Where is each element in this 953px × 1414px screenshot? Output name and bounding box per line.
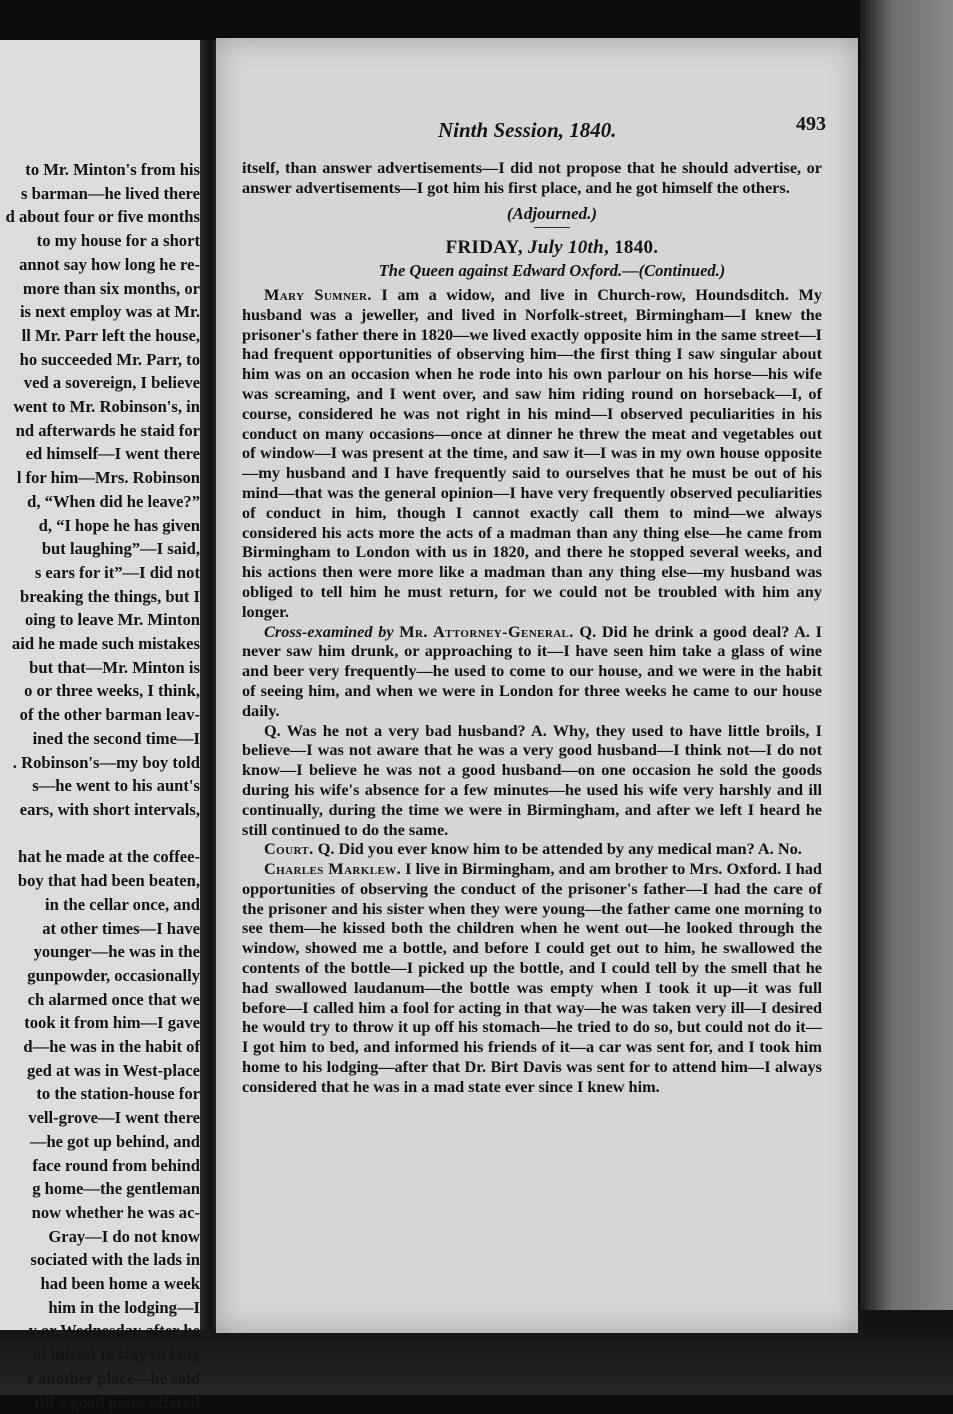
- left-page-line: to Mr. Minton's from his: [25, 160, 200, 179]
- left-page-line: but that—Mr. Minton is: [29, 657, 200, 677]
- right-page: [216, 38, 858, 1333]
- left-page-line: gunpowder, occasionally: [27, 965, 200, 985]
- left-page-line: d about four or five months: [5, 207, 200, 227]
- left-page: [0, 40, 209, 1412]
- left-page-line: d, “When did he leave?”: [27, 491, 200, 511]
- left-page-line: r another place—he said: [26, 1368, 200, 1388]
- left-page-line: at other times—I have: [42, 918, 200, 938]
- page-header: [216, 108, 826, 140]
- left-page-line: nd afterwards he staid for: [15, 420, 200, 440]
- court-label: Court.: [264, 839, 314, 859]
- left-page-line: —he got up behind, and: [29, 1131, 200, 1151]
- left-page-line: Gray—I do not know: [48, 1226, 200, 1246]
- left-page-line: o or three weeks, I think,: [24, 681, 200, 701]
- left-page-line: hat he made at the coffee-: [17, 847, 200, 867]
- left-page-line: [0, 822, 200, 846]
- examiner-name: Mr. Attorney-General.: [399, 621, 574, 641]
- witness-paragraph-sumner: [242, 285, 822, 622]
- left-page-line: s barman—he lived there: [21, 183, 200, 203]
- left-page-line: . Robinson's—my boy told: [12, 752, 200, 772]
- left-page-line: in the cellar once, and: [44, 894, 200, 914]
- left-page-line: sociated with the lads in: [30, 1250, 200, 1270]
- cross-examined-label: Cross-examined by: [264, 621, 400, 641]
- left-page-line: d, “I hope he has given: [38, 515, 200, 535]
- left-page-line: younger—he was in the: [33, 942, 200, 962]
- left-page-line: s ears for it”—I did not: [34, 562, 200, 582]
- left-page-line: breaking the things, but I: [20, 586, 200, 606]
- left-page-line: ot intend to stay so long: [32, 1345, 200, 1365]
- scan-background-right: [860, 0, 953, 1395]
- question-paragraph: Q. Was he not a very bad husband? A. Why, they used to have little broils, I believe—I was not aware that he was a very good husband—I think not—I do not know—I believe he was not a good husband—on one occasion he sold the goods during his wife's absence for a few minutes—he used his wife very harshly and ill continually, during the time we were in Birmingham, and after we left I heard he still continued to do the same.: [242, 720, 822, 839]
- left-page-line: boy that had been beaten,: [17, 871, 200, 891]
- adjourned-note: (Adjourned.): [506, 203, 598, 223]
- left-page-line: of the other barman leav-: [19, 705, 200, 725]
- witness-testimony: I live in Birmingham, and am brother to Mrs. Oxford. I had opportunities of observing the conduct of the prisoner's father—I had the care of the prisoner and his sister when they were young—the father came one morning to see them—he kissed both the children when he went out—he looked through the window, showed me a bottle, and before I could get out to him, he swallowed the contents of the bottle—I picked up the bottle, and I could tell by the smell that he had swallowed laudanum—the bottle was empty when I took it up—it was full before—I called him a fool for acting in that way—he was taken very ill—I desired he would try to throw it up off his stomach—he tried to do so, but could not do it—I got him to bed, and informed his friends of it—a car was sent for, and I took him home to his lodging—after that Dr. Birt Davis was sent for to attend him—I always considered that he was in a mad state ever since I knew him.: [242, 859, 822, 1096]
- date-heading-day: FRIDAY,: [445, 237, 528, 259]
- page-number: 493: [796, 113, 826, 135]
- cross-examination-text: Q. Did he drink a good deal? A. I never saw him drunk, or approaching to it—I have seen him take a glass of wine and beer very frequently—he used to come to our house, and we were in the habit of seeing him, and when we were in London for three weeks he came to our house daily.: [242, 621, 822, 720]
- cross-examination-paragraph: [242, 622, 822, 721]
- left-page-line: ed himself—I went there: [25, 444, 200, 464]
- left-page-line: face round from behind: [32, 1155, 200, 1175]
- left-page-line: to my house for a short: [36, 231, 200, 251]
- witness-name: Mary Sumner.: [264, 284, 372, 304]
- left-page-line: s—he went to his aunt's: [32, 776, 200, 796]
- left-page-line: l for him—Mrs. Robinson: [16, 468, 200, 488]
- court-text: Q. Did you ever know him to be attended by any medical man? A. No.: [313, 839, 802, 859]
- page-body: [242, 158, 822, 1097]
- left-page-line: ved a sovereign, I believe: [23, 373, 200, 393]
- left-page-line: ears, with short intervals,: [19, 799, 200, 819]
- left-page-line: ch alarmed once that we: [27, 989, 200, 1009]
- section-rule: [534, 227, 570, 228]
- left-page-line: d—he was in the habit of: [23, 1037, 200, 1057]
- left-page-line: him in the lodging—I: [48, 1297, 200, 1317]
- left-page-line: ll Mr. Parr left the house,: [21, 325, 200, 345]
- witness-testimony: I am a widow, and live in Church-row, Houndsditch. My husband was a jeweller, and lived in Norfolk-street, Birmingham—I knew the prisoner's father there in 1820—we lived exactly opposite him in the same street—I had frequent opportunities of observing him—the first thing I saw singular about him was on an occasion when he rode into his own parlour on his horse—his wife was screaming, and I went over, and saw him riding round on horseback—I, of course, considered he was not right in his mind—I observed peculiarities in his conduct on many occasions—once at dinner he threw the meat and vegetables out of window—I was present at the time, and saw it—I was in my own house opposite—my husband and I have frequently said to ourselves that he must be out of his mind—that was the general opinion—I have very frequently observed peculiarities of conduct in him, though I cannot exactly call them to mind—we always considered his acts more the acts of a madman than any thing else—he came from Birmingham to London with us in 1820, and there he stopped several weeks, and his actions then were more like a madman than any thing else—my husband was obliged to tell him he must return, for we could not be troubled with him any longer.: [242, 284, 823, 621]
- left-page-line: ined the second time—I: [32, 728, 200, 748]
- left-page-line: now whether he was ac-: [31, 1202, 200, 1222]
- running-title: Ninth Session, 1840.: [438, 118, 617, 142]
- left-page-line: went to Mr. Robinson's, in: [13, 397, 200, 417]
- left-page-line: but laughing”—I said,: [41, 539, 200, 559]
- court-paragraph: [242, 839, 822, 859]
- date-heading-date: July 10th: [527, 237, 604, 259]
- date-heading-year: , 1840.: [604, 237, 659, 259]
- continuation-paragraph: itself, than answer advertisements—I did not propose that he should advertise, or answer advertisements—I got him his first place, and he got himself the others.: [242, 158, 822, 197]
- left-page-line: took it from him—I gave: [24, 1013, 200, 1033]
- left-page-line: annot say how long he re-: [19, 254, 200, 274]
- left-page-line: ho succeeded Mr. Parr, to: [19, 349, 200, 369]
- left-page-line: is next employ was at Mr.: [19, 302, 200, 322]
- left-page-text: [0, 158, 200, 1414]
- left-page-line: till a good place offered: [34, 1392, 200, 1412]
- left-page-line: more than six months, or: [22, 278, 200, 298]
- witness-name: Charles Marklew.: [264, 859, 402, 879]
- left-page-line: had been home a week: [40, 1274, 200, 1294]
- left-page-line: ged at was in West-place: [26, 1060, 200, 1080]
- left-page-line: g home—the gentleman: [32, 1179, 200, 1199]
- date-heading: [282, 238, 822, 258]
- case-title: The Queen against Edward Oxford.—(Continued.): [378, 261, 726, 281]
- witness-paragraph-marklew: [242, 859, 822, 1097]
- left-page-line: y or Wednesday after he: [28, 1321, 200, 1341]
- left-page-line: vell-grove—I went there: [28, 1108, 200, 1128]
- left-page-line: aid he made such mistakes: [11, 634, 200, 654]
- left-page-line: to the station-house for: [36, 1084, 200, 1104]
- left-page-line: oing to leave Mr. Minton: [25, 610, 200, 630]
